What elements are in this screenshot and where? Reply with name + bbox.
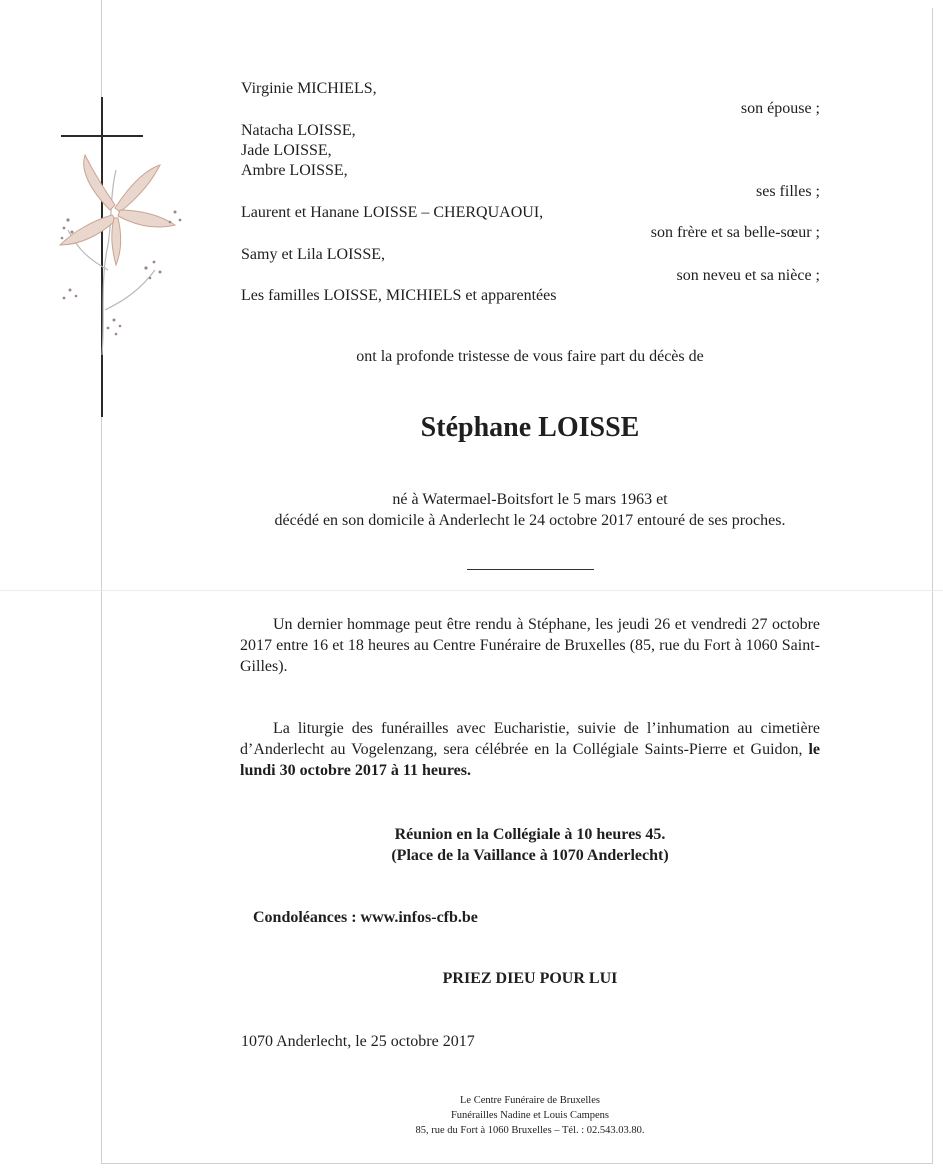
families-line: Les familles LOISSE, MICHIELS et apparentées	[241, 287, 557, 304]
daughter-name-2: Jade LOISSE,	[241, 142, 332, 159]
footer-line-2: Funérailles Nadine et Louis Campens	[450, 1110, 610, 1121]
tribute-paragraph: Un dernier hommage peut être rendu à Stéphane, les jeudi 26 et vendredi 27 octobre 2017 entre 16 et 18 heures au Centre Funéraire de Bruxelles (85, rue du Fort à 1060 Saint-Gilles).	[240, 616, 820, 675]
liturgy-paragraph	[240, 718, 820, 781]
nephew-names: Samy et Lila LOISSE,	[241, 246, 385, 263]
sibling-names: Laurent et Hanane LOISSE – CHERQUAOUI,	[241, 204, 544, 221]
daughter-name-3: Ambre LOISSE,	[241, 162, 348, 179]
footer-line-1: Le Centre Funéraire de Bruxelles	[460, 1095, 600, 1106]
sibling-role: son frère et sa belle-sœur ;	[650, 224, 820, 241]
deceased-name: Stéphane LOISSE	[420, 412, 640, 443]
spouse-role: son épouse ;	[740, 100, 820, 117]
footer-line-3: 85, rue du Fort à 1060 Bruxelles – Tél. : 02.543.03.80.	[415, 1125, 645, 1136]
daughters-role: ses filles ;	[756, 183, 820, 200]
page-edge-bottom	[101, 1163, 933, 1164]
death-line: décédé en son domicile à Anderlecht le 24 octobre 2017 entouré de ses proches.	[274, 512, 786, 529]
birth-line: né à Watermael-Boitsfort le 5 mars 1963 et	[392, 491, 668, 508]
daughter-name-1: Natacha LOISSE,	[241, 122, 356, 139]
separator-line	[467, 569, 594, 570]
cross-horizontal-bar	[61, 135, 143, 137]
condolences-link[interactable]: Condoléances : www.infos-cfb.be	[253, 909, 478, 926]
meeting-line-2: (Place de la Vaillance à 1070 Anderlecht)	[391, 847, 669, 864]
fold-line	[0, 590, 943, 591]
prayer-line: PRIEZ DIEU POUR LUI	[442, 970, 618, 987]
page-edge-left-lower	[101, 417, 102, 1163]
liturgy-date: le lundi 30 octobre 2017 à 11 heures.	[240, 741, 821, 779]
page-edge-left	[101, 0, 102, 97]
page-edge-right	[932, 8, 933, 1163]
liturgy-text: La liturgie des funérailles avec Eucharistie, suivie de l’inhumation au cimetière d’Anderlecht au Vogelenzang, sera célébrée en la Collégiale Saints-Pierre et Guidon,	[240, 720, 820, 758]
place-date: 1070 Anderlecht, le 25 octobre 2017	[241, 1033, 475, 1050]
spouse-name: Virginie MICHIELS,	[241, 80, 377, 97]
meeting-line-1: Réunion en la Collégiale à 10 heures 45.	[394, 826, 666, 843]
nephew-role: son neveu et sa nièce ;	[676, 267, 820, 284]
lily-flower-icon	[50, 150, 200, 360]
announcement-line: ont la profonde tristesse de vous faire part du décès de	[356, 348, 704, 365]
